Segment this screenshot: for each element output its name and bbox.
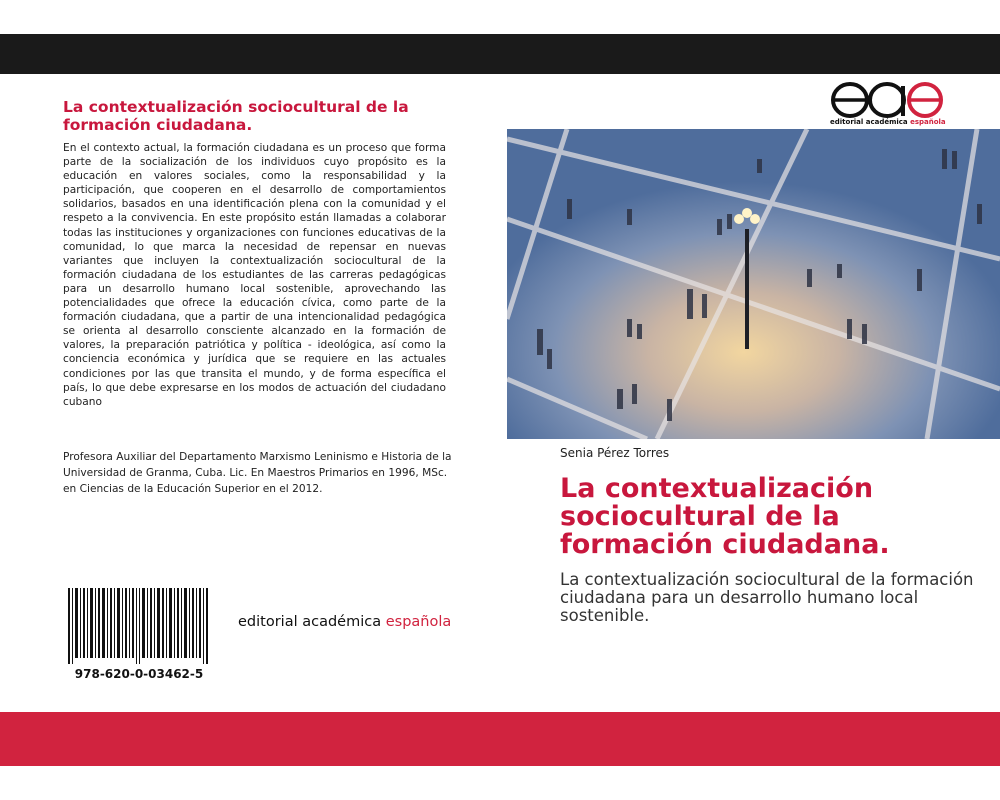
barcode-icon — [68, 588, 208, 664]
front-cover-title: La contextualización sociocultural de la formación ciudadana. — [560, 473, 890, 560]
front-author-name: Senia Pérez Torres — [560, 446, 670, 460]
logo-caption-main: editorial académica — [830, 118, 911, 126]
publisher-name — [238, 614, 451, 630]
top-bar — [0, 34, 1000, 74]
author-bio: Profesora Auxiliar del Departamento Marxismo Leninismo e Historia de la Universidad de Granma, Cuba. Lic. En Maestros Primarios en 1996, MSc. en Ciencias de la Educación Superior en el 2012. — [63, 451, 452, 495]
publisher-name-accent: española — [385, 614, 452, 630]
bottom-bar — [0, 712, 1000, 766]
publisher-name-main: editorial académica — [238, 614, 386, 630]
front-cover-subtitle: La contextualización sociocultural de la formación ciudadana para un desarrollo humano local sostenible. — [560, 570, 974, 625]
back-cover-summary: En el contexto actual, la formación ciudadana es un proceso que forma parte de la socialización de los individuos cuyo propósito es la educación en valores sociales, como la responsabilidad y la participación, que cooperen en el desarrollo de comportamientos solidarios, basados en una identificación plena con la comunidad y el respeto a la convivencia. En este propósito están llamadas a colaborar todas las instituciones y organizaciones con funciones educativas de la comunidad, lo que marca la necesidad de repensar en nuevas variantes que incluyen la contextualización sociocultural de la formación ciudadana de los estudiantes de las carreras pedagógicas para un desarrollo humano local sostenible, aprovechando las potencialidades que ofrece la educación cívica, como parte de la formación ciudadana, que a partir de una intencionalidad pedagógica se orienta al desarrollo consciente alcanzado en la formación de valores, la preparación patriótica y política - ideológica, así como la conciencia económica y jurídica que se requiere en las actuales condiciones por las que transita el mundo, y de forma específica el país, lo que debe expresarse en los modos de actuación del ciudadano cubano — [63, 142, 446, 408]
logo-caption-accent: española — [910, 118, 946, 126]
cover-photo-plaza — [507, 129, 1000, 439]
back-cover-title: La contextualización sociocultural de la formación ciudadana. — [63, 98, 409, 134]
logo-caption — [830, 118, 946, 126]
isbn-number: 978-620-0-03462-5 — [74, 667, 204, 681]
